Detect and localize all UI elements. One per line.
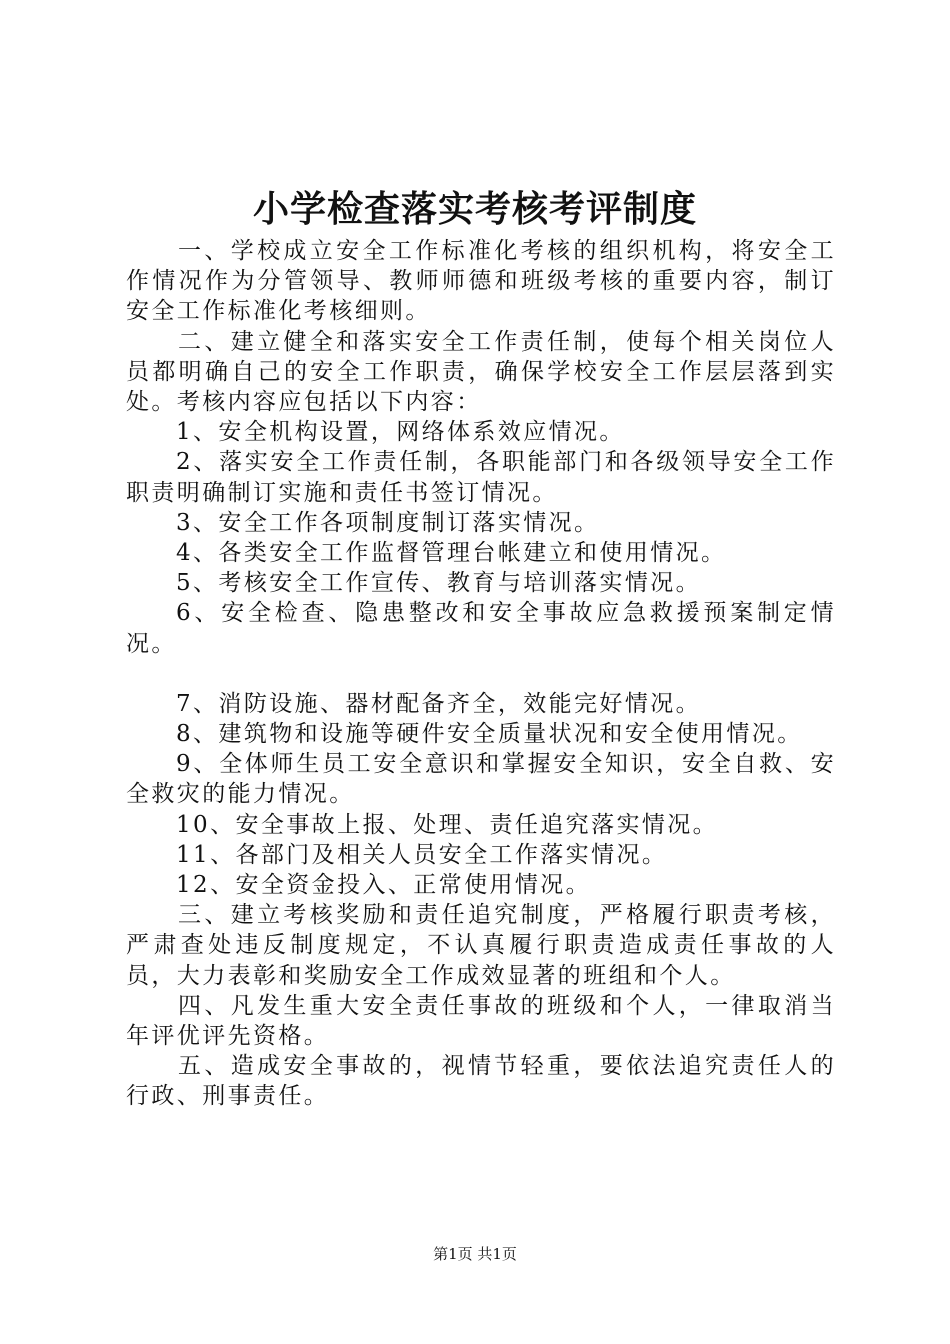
list-item-5: 5、考核安全工作宣传、教育与培训落实情况。 [176,570,702,597]
paragraph-1: 一、学校成立安全工作标准化考核的组织机构，将安全工作情况作为分管领导、教师师德和班级考核的重要内容，制订安全工作标准化考核细则。 [126,238,836,325]
list-item-12: 12、安全资金投入、正常使用情况。 [176,872,592,899]
list-item-1: 1、安全机构设置，网络体系效应情况。 [176,419,625,446]
list-item-3: 3、安全工作各项制度制订落实情况。 [176,509,600,536]
paragraph-3: 三、建立考核奖励和责任追究制度，严格履行职责考核，严肃查处违反制度规定，不认真履行职责造成责任事故的人员，大力表彰和奖励安全工作成效显著的班组和个人。 [126,902,836,989]
blank-line [126,659,836,689]
page-footer: 第1页 共1页 [433,1245,517,1263]
paragraph-4: 四、凡发生重大安全责任事故的班级和个人，一律取消当年评优评先资格。 [126,992,836,1050]
list-item-2: 2、落实安全工作责任制，各职能部门和各级领导安全工作职责明确制订实施和责任书签订情况。 [126,449,836,506]
list-item-9: 9、全体师生员工安全意识和掌握安全知识，安全自救、安全救灾的能力情况。 [126,751,836,808]
document-body [126,236,836,1112]
list-item-10: 10、安全事故上报、处理、责任追究落实情况。 [176,811,719,838]
list-item-4: 4、各类安全工作监督管理台帐建立和使用情况。 [176,540,727,567]
document-title: 小学检查落实考核考评制度 [252,188,697,230]
list-item-7: 7、消防设施、器材配备齐全，效能完好情况。 [176,690,702,717]
paragraph-2: 二、建立健全和落实安全工作责任制，使每个相关岗位人员都明确自己的安全工作职责，确保学校安全工作层层落到实处。考核内容应包括以下内容： [126,328,836,416]
list-item-6: 6、安全检查、隐患整改和安全事故应急救援预案制定情况。 [126,600,836,657]
list-item-8: 8、建筑物和设施等硬件安全质量状况和安全使用情况。 [176,721,803,748]
paragraph-5: 五、造成安全事故的，视情节轻重，要依法追究责任人的行政、刑事责任。 [126,1053,836,1110]
list-item-11: 11、各部门及相关人员安全工作落实情况。 [176,841,668,868]
